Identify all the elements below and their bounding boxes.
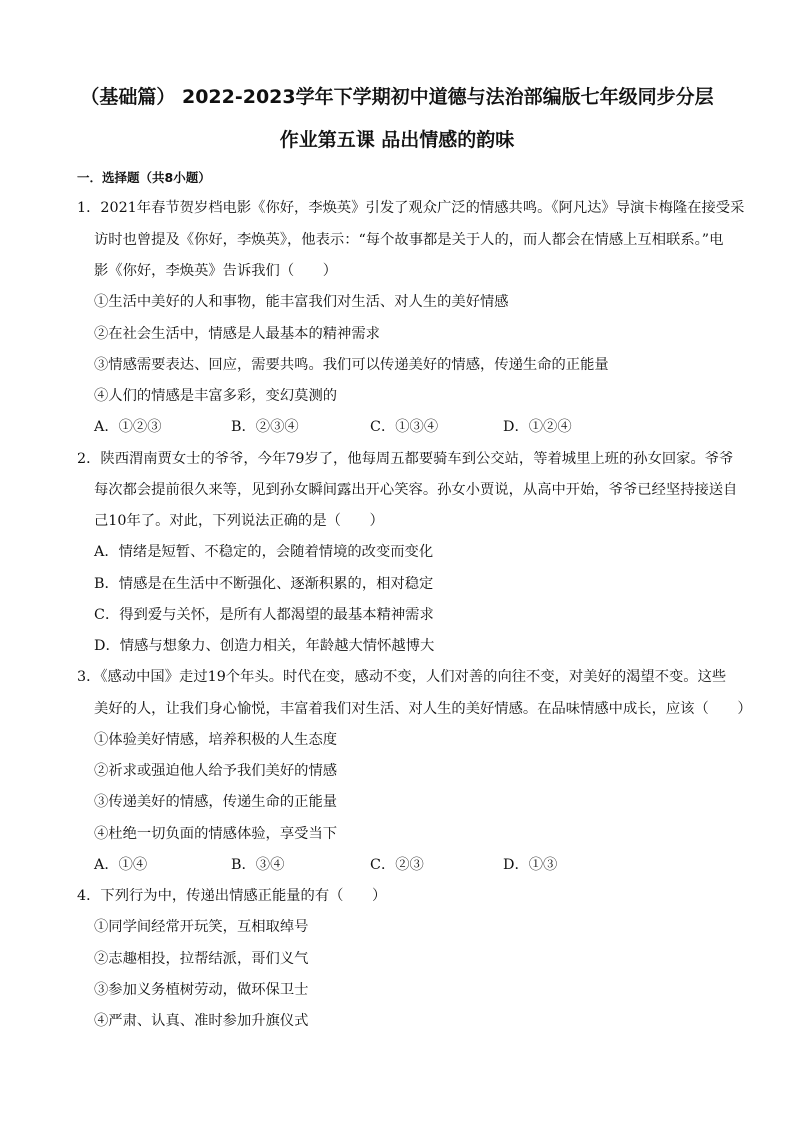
question-4-statement: ④严肃、认真、准时参加升旗仪式 (94, 1013, 309, 1029)
option-a: A．①②③ (94, 419, 162, 435)
question-2-choice-b: B．情感是在生活中不断强化、逐渐积累的，相对稳定 (94, 576, 434, 592)
question-3-stem-line: 3．《感动中国》走过19个年头。时代在变，感动不变，人们对善的向往不变，对美好的渴望不变。这些 (77, 669, 727, 685)
question-1-statement: ④人们的情感是丰富多彩，变幻莫测的 (94, 388, 338, 404)
section-heading: 一．选择题（共8小题） (77, 170, 211, 185)
question-1-stem-line: 影《你好，李焕英》告诉我们（ ） (94, 263, 338, 279)
question-3-statement: ②祈求或强迫他人给予我们美好的情感 (94, 763, 338, 779)
document-title-line-1: （基础篇） 2022-2023学年下学期初中道德与法治部编版七年级同步分层 (80, 86, 714, 108)
question-4-statement: ②志趣相投，拉帮结派，哥们义气 (94, 951, 309, 967)
question-2-choice-a: A．情绪是短暂、不稳定的，会随着情境的改变而变化 (94, 544, 434, 560)
option-b: B．③④ (231, 857, 285, 873)
question-2-choice-d: D．情感与想象力、创造力相关，年龄越大情怀越博大 (94, 638, 435, 654)
question-3-statement: ④杜绝一切负面的情感体验，享受当下 (94, 826, 338, 842)
question-1-stem-line: 1．2021年春节贺岁档电影《你好，李焕英》引发了观众广泛的情感共鸣。《阿凡达》导演卡梅隆在接受采 (77, 200, 745, 216)
question-2-stem-line: 2．陕西渭南贾女士的爷爷，今年79岁了，他每周五都要骑车到公交站，等着城里上班的孙女回家。爷爷 (77, 451, 734, 467)
question-3-stem-line: 美好的人，让我们身心愉悦，丰富着我们对生活、对人生的美好情感。在品味情感中成长，应该（ ） (94, 701, 752, 717)
question-2-stem-line: 每次都会提前很久来等，见到孙女瞬间露出开心笑容。孙女小贾说，从高中开始，爷爷已经坚持接送自 (94, 482, 738, 498)
question-1-stem-line: 访时也曾提及《你好，李焕英》，他表示：“每个故事都是关于人的，而人都会在情感上互相联系。”电 (94, 232, 724, 248)
question-3-statement: ③传递美好的情感，传递生命的正能量 (94, 794, 338, 810)
document-title-line-2: 作业第五课 品出情感的韵味 (279, 129, 515, 151)
question-1-statement: ②在社会生活中，情感是人最基本的精神需求 (94, 326, 380, 342)
option-b: B．②③④ (231, 419, 299, 435)
question-1-statement: ③情感需要表达、回应，需要共鸣。我们可以传递美好的情感，传递生命的正能量 (94, 357, 609, 373)
question-2-stem-line: 己10年了。对此，下列说法正确的是（ ） (94, 513, 384, 529)
question-4-stem-line: 4．下列行为中，传递出情感正能量的有（ ） (77, 888, 387, 904)
question-2-choice-c: C．得到爱与关怀，是所有人都渴望的最基本精神需求 (94, 607, 434, 623)
option-c: C．②③ (370, 857, 424, 873)
question-4-statement: ③参加义务植树劳动，做环保卫士 (94, 982, 309, 998)
option-d: D．①③ (503, 857, 558, 873)
question-4-statement: ①同学间经常开玩笑，互相取绰号 (94, 919, 309, 935)
question-3-statement: ①体验美好情感，培养积极的人生态度 (94, 732, 338, 748)
option-c: C．①③④ (370, 419, 439, 435)
option-a: A．①④ (94, 857, 148, 873)
option-d: D．①②④ (503, 419, 572, 435)
question-1-statement: ①生活中美好的人和事物，能丰富我们对生活、对人生的美好情感 (94, 294, 509, 310)
